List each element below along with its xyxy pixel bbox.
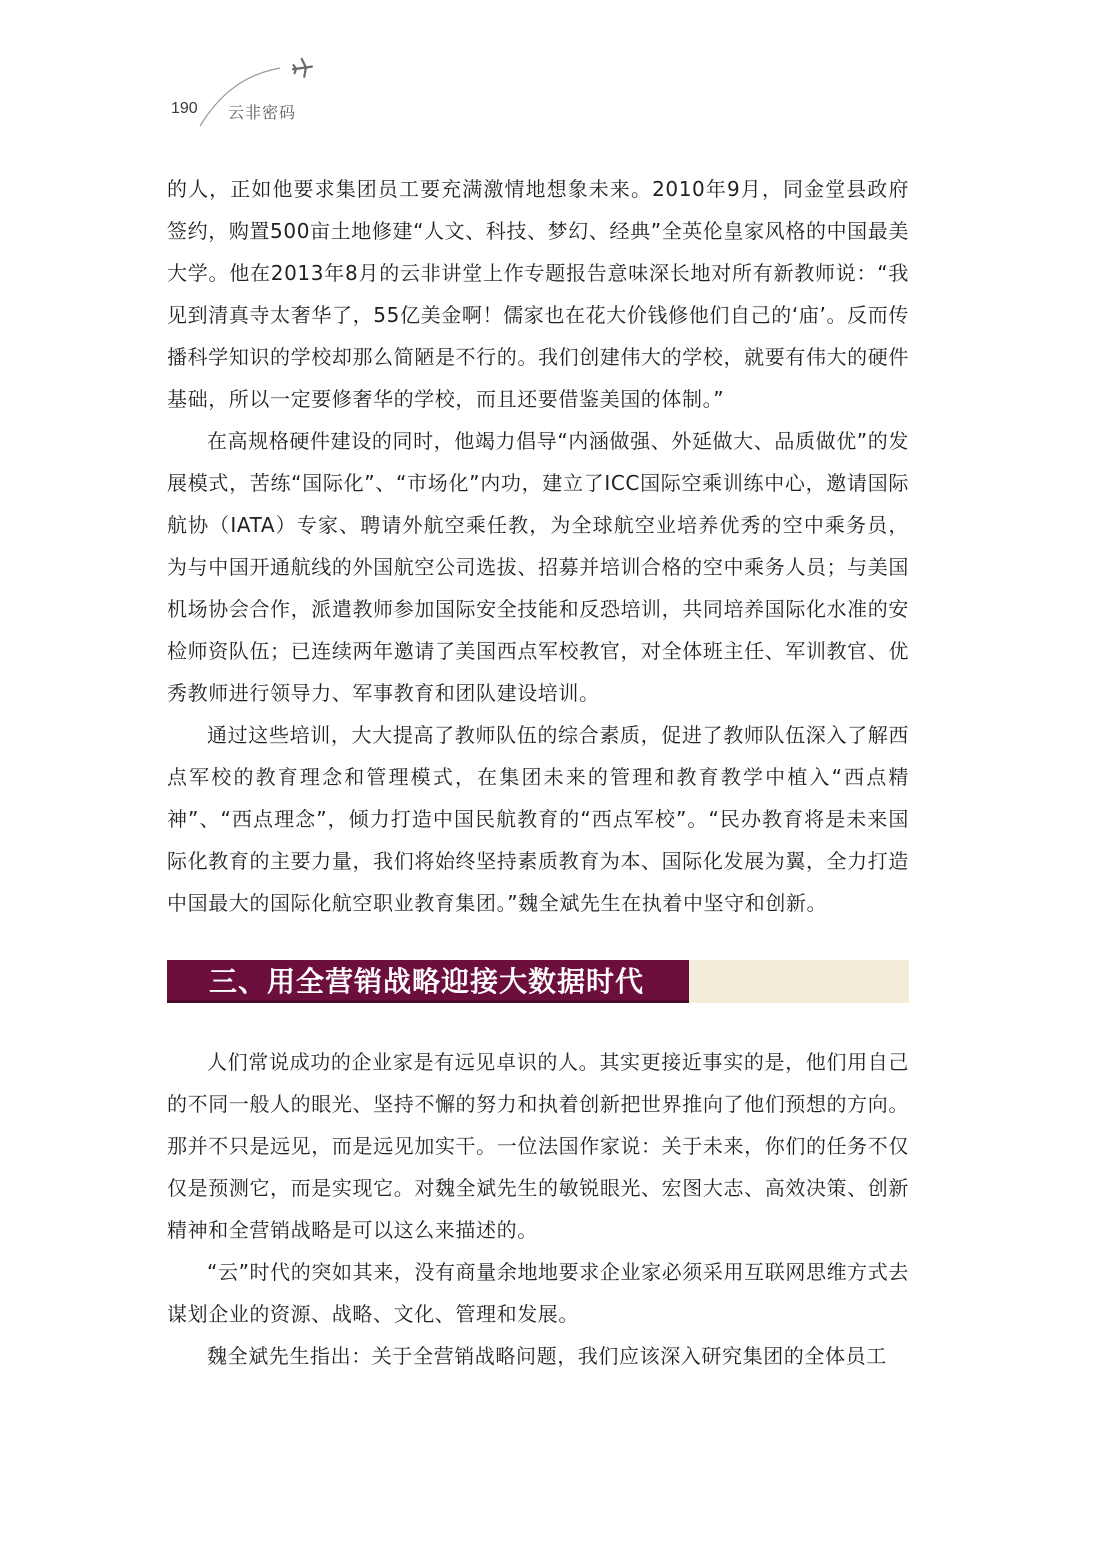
- page-body: [167, 168, 909, 1377]
- section-heading: [167, 960, 909, 1003]
- page-header: [0, 0, 1100, 140]
- header-decoration: [0, 0, 1100, 140]
- section-heading-text: 三、用全营销战略迎接大数据时代: [209, 965, 645, 998]
- running-title: 云非密码: [228, 103, 297, 122]
- body-paragraph: 通过这些培训，大大提高了教师队伍的综合素质，促进了教师队伍深入了解西点军校的教育理念和管理模式，在集团未来的管理和教育教学中植入“西点精神”、“西点理念”，倾力打造中国民航教育的“西点军校”。“民办教育将是未来国际化教育的主要力量，我们将始终坚持素质教育为本、国际化发展为翼，全力打造中国最大的国际化航空职业教育集团。”魏全斌先生在执着中坚守和创新。: [167, 723, 909, 915]
- page-number: 190: [171, 100, 198, 117]
- body-paragraph: “云”时代的突如其来，没有商量余地地要求企业家必须采用互联网思维方式去谋划企业的资源、战略、文化、管理和发展。: [167, 1260, 909, 1326]
- body-paragraph: 的人，正如他要求集团员工要充满激情地想象未来。2010年9月，同金堂县政府签约，购置500亩土地修建“人文、科技、梦幻、经典”全英伦皇家风格的中国最美大学。他在2013年8月的云非讲堂上作专题报告意味深长地对所有新教师说：“我见到清真寺太奢华了，55亿美金啊！儒家也在花大价钱修他们自己的‘庙’。反而传播科学知识的学校却那么简陋是不行的。我们创建伟大的学校，就要有伟大的硬件基础，所以一定要修奢华的学校，而且还要借鉴美国的体制。”: [167, 177, 909, 411]
- body-paragraph: 人们常说成功的企业家是有远见卓识的人。其实更接近事实的是，他们用自己的不同一般人的眼光、坚持不懈的努力和执着创新把世界推向了他们预想的方向。那并不只是远见，而是远见加实干。一位法国作家说：关于未来，你们的任务不仅仅是预测它，而是实现它。对魏全斌先生的敏锐眼光、宏图大志、高效决策、创新精神和全营销战略是可以这么来描述的。: [167, 1050, 909, 1242]
- section-heading-bar: [167, 960, 689, 1003]
- body-paragraph: 在高规格硬件建设的同时，他竭力倡导“内涵做强、外延做大、品质做优”的发展模式，苦练“国际化”、“市场化”内功，建立了ICC国际空乘训练中心，邀请国际航协（IATA）专家、聘请外航空乘任教，为全球航空业培养优秀的空中乘务员，为与中国开通航线的外国航空公司选拔、招募并培训合格的空中乘务人员；与美国机场协会合作，派遣教师参加国际安全技能和反恐培训，共同培养国际化水准的安检师资队伍；已连续两年邀请了美国西点军校教官，对全体班主任、军训教官、优秀教师进行领导力、军事教育和团队建设培训。: [167, 429, 909, 705]
- body-paragraph: 魏全斌先生指出：关于全营销战略问题，我们应该深入研究集团的全体员工: [207, 1344, 887, 1368]
- airplane-icon: [292, 58, 313, 78]
